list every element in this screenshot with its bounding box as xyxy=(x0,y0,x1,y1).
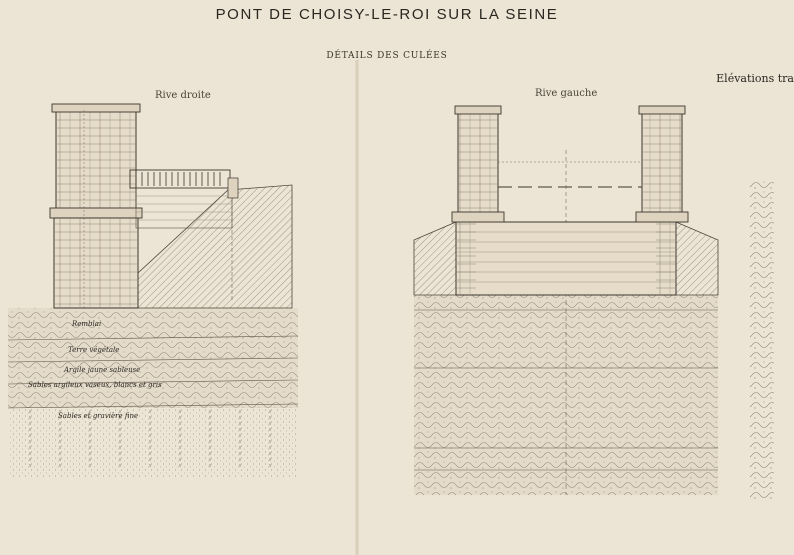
right-abutment xyxy=(414,106,718,495)
elevations-title: Elévations tra xyxy=(716,72,794,85)
soil-label-sables-gravier: Sables et gravière fine xyxy=(58,412,139,420)
soil-label-sables-argileux: Sables argileux vaseux, blancs et gris xyxy=(28,381,162,389)
drawing-subtitle: DÉTAILS DES CULÉES xyxy=(326,51,448,61)
soil-label-remblai: Remblai xyxy=(72,320,102,328)
soil-label-terre-vegetale: Terre végétale xyxy=(68,346,120,354)
drawing-title: PONT DE CHOISY-LE-ROI SUR LA SEINE xyxy=(215,6,559,23)
left-abutment xyxy=(8,104,298,478)
right-abutment-base xyxy=(456,222,676,295)
rive-droite-label: Rive droite xyxy=(155,90,211,101)
rive-gauche-label: Rive gauche xyxy=(535,88,598,99)
soil-label-argile: Argile jaune sableuse xyxy=(64,366,141,374)
left-soil-lower xyxy=(8,408,298,478)
next-drawing-fragment xyxy=(750,180,774,500)
left-balustrade xyxy=(130,170,230,188)
